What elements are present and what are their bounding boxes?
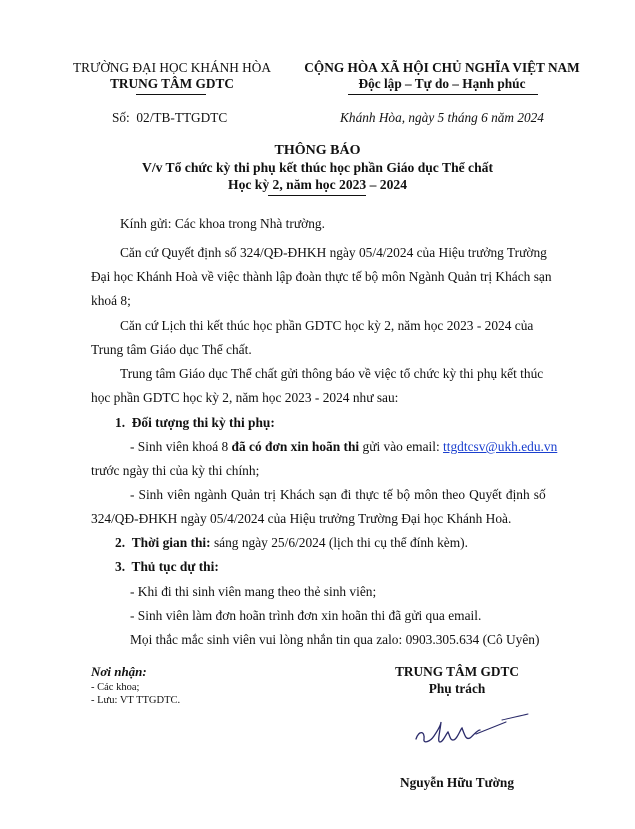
section-2-text: sáng ngày 25/6/2024 (lịch thi cụ thể đính kèm). [210, 535, 468, 550]
country-name: CỘNG HÒA XÃ HỘI CHỦ NGHĨA VIỆT NAM [304, 60, 580, 75]
section-1-item-b-line2: 324/QĐ-ĐHKH ngày 05/4/2024 của Hiệu trưởng Trường Đại học Khánh Hoà. [91, 511, 512, 526]
section-1-number: 1. [115, 415, 126, 430]
item-a-prefix: - Sinh viên khoá 8 [130, 439, 232, 454]
place-date: Khánh Hòa, ngày 5 tháng 6 năm 2024 [340, 110, 544, 125]
paragraph-3-line2: học phần GDTC học kỳ 2, năm học 2023 - 2024 như sau: [91, 390, 399, 405]
section-2 [115, 535, 468, 551]
section-3-number: 3. [115, 559, 126, 574]
section-3-item-a: - Khi đi thi sinh viên mang theo thẻ sinh viên; [130, 584, 377, 599]
paragraph-3-line1: Trung tâm Giáo dục Thể chất gửi thông báo về việc tổ chức kỳ thi phụ kết thúc [120, 366, 544, 381]
title-subject-line2: Học kỳ 2, năm học 2023 – 2024 [228, 177, 407, 192]
paragraph-2-line1: Căn cứ Lịch thi kết thúc học phần GDTC học kỳ 2, năm học 2023 - 2024 của [120, 318, 534, 333]
handwritten-signature [410, 708, 535, 753]
section-3-title: Thủ tục dự thi: [131, 559, 219, 574]
recipient-item: - Lưu: VT TTGDTC. [91, 695, 181, 706]
email-link[interactable]: ttgdtcsv@ukh.edu.vn [443, 439, 558, 454]
number-value: 02/TB-TTGDTC [136, 110, 228, 125]
section-2-number: 2. [115, 535, 126, 550]
national-motto: Độc lập – Tự do – Hạnh phúc [358, 76, 526, 91]
section-2-title: Thời gian thi: [131, 535, 211, 550]
section-1-item-b-line1: - Sinh viên ngành Quản trị Khách sạn đi thực tế bộ môn theo Quyết định số [130, 487, 546, 502]
section-1-item-a-line1 [130, 439, 557, 455]
paragraph-1-line2: Đại học Khánh Hoà về việc thành lập đoàn thực tế bộ môn Ngành Quản trị Khách sạn [91, 269, 552, 284]
header-right-underline [348, 94, 538, 95]
paragraph-1-line3: khoá 8; [91, 293, 131, 308]
contact-line: Mọi thắc mắc sinh viên vui lòng nhắn tin qua zalo: 0903.305.634 (Cô Uyên) [130, 632, 540, 647]
document-title: THÔNG BÁO [274, 143, 361, 158]
item-a-suffix: gửi vào email: [359, 439, 444, 454]
section-3-item-b: - Sinh viên làm đơn hoãn trình đơn xin hoãn thi đã gửi qua email. [130, 608, 482, 623]
title-subject-line1: V/v Tổ chức kỳ thi phụ kết thúc học phần Giáo dục Thể chất [142, 160, 493, 175]
title-underline [268, 195, 366, 196]
section-1-title: Đối tượng thi kỳ thi phụ: [131, 415, 275, 430]
section-3-heading [115, 559, 219, 575]
university-name: TRƯỜNG ĐẠI HỌC KHÁNH HÒA [73, 60, 271, 75]
item-a-bold: đã có đơn xin hoãn thi [231, 439, 360, 454]
greeting: Kính gửi: Các khoa trong Nhà trường. [120, 216, 325, 231]
section-1-heading [115, 415, 275, 431]
paragraph-2-line2: Trung tâm Giáo dục Thể chất. [91, 342, 252, 357]
paragraph-1-line1: Căn cứ Quyết định số 324/QĐ-ĐHKH ngày 05/4/2024 của Hiệu trưởng Trường [120, 245, 547, 260]
recipient-item: - Các khoa; [91, 682, 140, 693]
center-name: TRUNG TÂM GDTC [110, 76, 234, 91]
signature-role: Phụ trách [428, 681, 486, 696]
document-number [112, 110, 227, 126]
recipients-label: Nơi nhận: [91, 664, 147, 679]
header-left-underline [136, 94, 206, 95]
number-label: Số: [112, 110, 130, 125]
section-1-item-a-line2: trước ngày thi của kỳ thi chính; [91, 463, 260, 478]
signature-org: TRUNG TÂM GDTC [395, 664, 519, 679]
signer-name: Nguyễn Hữu Tường [400, 775, 514, 790]
